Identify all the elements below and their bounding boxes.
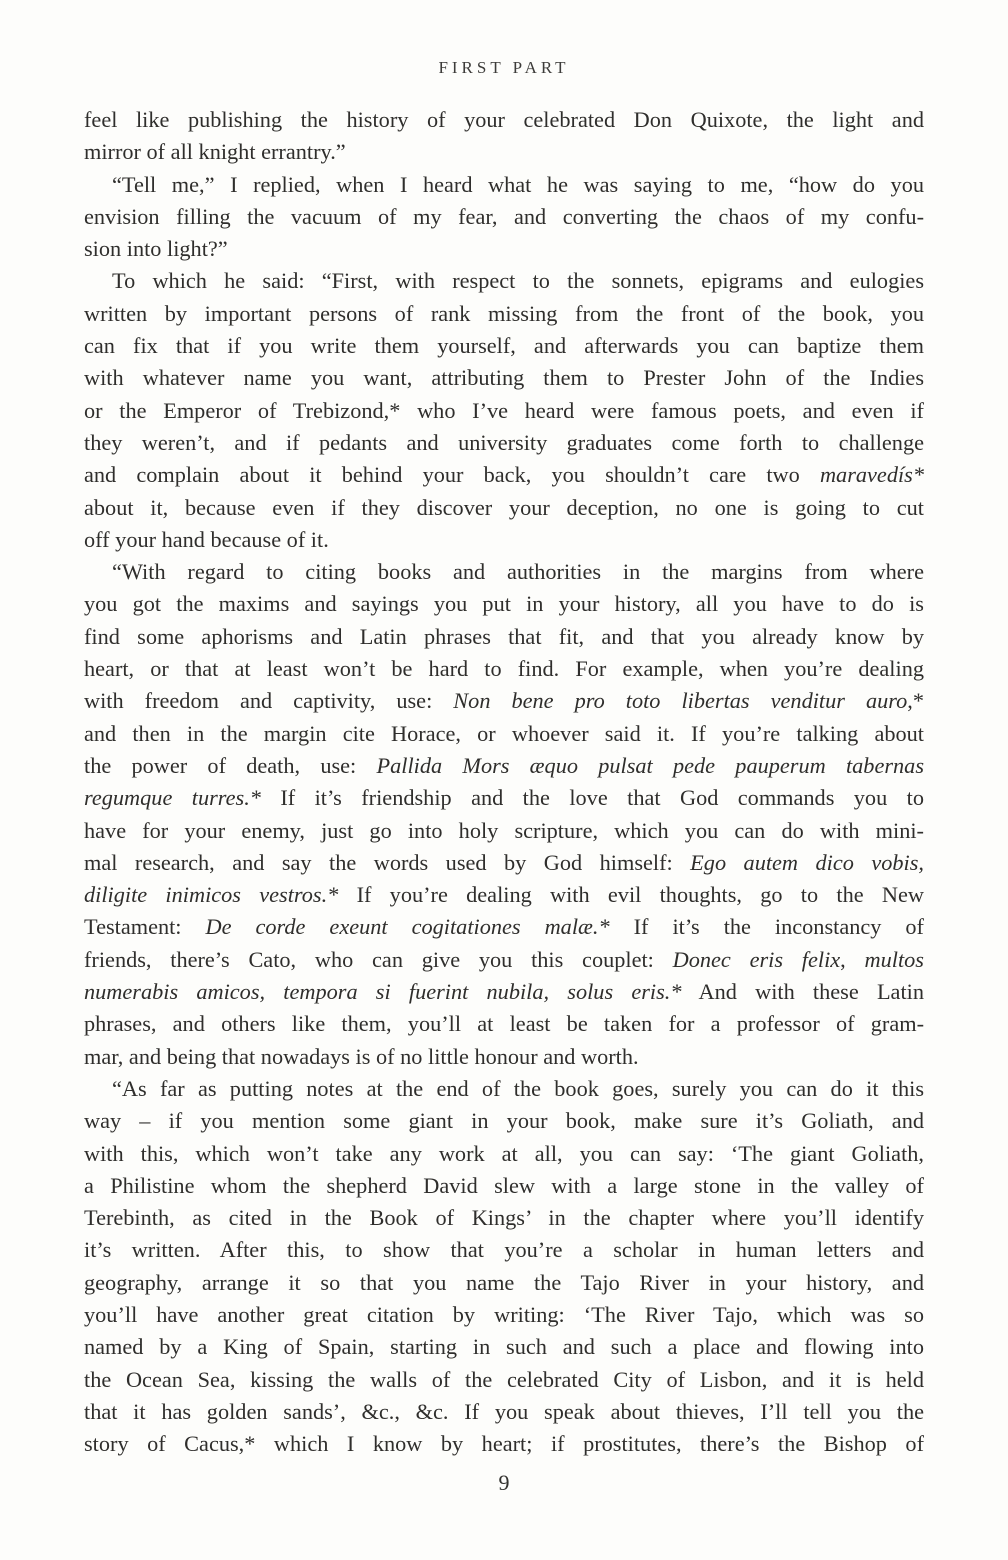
text-line: about it, because even if they discover your deception, no one is going to cut: [84, 494, 924, 520]
text-line: or the Emperor of Trebizond,* who I’ve heard were famous poets, and even if: [84, 397, 924, 423]
text-line: a Philistine whom the shepherd David slew with a large stone in the valley of: [84, 1172, 924, 1198]
latin-phrase: diligite inimicos vestros.*: [84, 882, 339, 908]
paragraph: [84, 169, 924, 266]
latin-phrase: multos: [864, 946, 924, 972]
page-number: 9: [498, 1470, 510, 1496]
latin-phrase: maravedís*: [819, 462, 924, 488]
text-line: story of Cacus,* which I know by heart; if prostitutes, there’s the Bishop of: [84, 1431, 924, 1457]
text-line: find some aphorisms and Latin phrases that fit, and that you already know by: [84, 623, 924, 649]
latin-phrase: Pallida Mors æquo pulsat pede pauperum tabernas: [376, 752, 924, 778]
text-line: with this, which won’t take any work at all, you can say: ‘The giant Goliath,: [84, 1140, 924, 1166]
text-line: can fix that if you write them yourself, and afterwards you can baptize them: [84, 333, 924, 359]
text-line: mirror of all knight errantry.”: [84, 139, 346, 165]
text-line: feel like publishing the history of your celebrated Don Quixote, the light and: [84, 107, 924, 132]
text-line: they weren’t, and if pedants and university graduates come forth to challenge: [84, 429, 924, 455]
latin-phrase: Donec eris felix: [672, 946, 841, 972]
text-line: with freedom and captivity, use: Non bene pro toto libertas venditur auro,*: [84, 688, 924, 714]
text-line: have for your enemy, just go into holy scripture, which you can do with mini-: [84, 817, 924, 843]
paragraph: [84, 265, 924, 556]
text-line: “As far as putting notes at the end of the book goes, surely you can do it this: [112, 1075, 924, 1101]
running-header: FIRST PART: [438, 58, 570, 77]
text-line: with whatever name you want, attributing them to Prester John of the Indies: [84, 365, 924, 391]
text-line: sion into light?”: [84, 236, 228, 262]
text-line: and complain about it behind your back, you shouldn’t care two maravedís*: [84, 462, 924, 488]
text-line: “Tell me,” I replied, when I heard what he was saying to me, “how do you: [112, 171, 924, 197]
text-line: off your hand because of it.: [84, 526, 329, 552]
text-line: and then in the margin cite Horace, or whoever said it. If you’re talking about: [84, 720, 924, 746]
text-line: Testament: De corde exeunt cogitationes malæ.* If it’s the inconstancy of: [84, 914, 924, 940]
text-line: you’ll have another great citation by writing: ‘The River Tajo, which was so: [84, 1301, 924, 1327]
text-line: you got the maxims and sayings you put in your history, all you have to do is: [84, 591, 924, 617]
text-line: written by important persons of rank missing from the front of the book, you: [84, 300, 924, 326]
text-line: “With regard to citing books and authorities in the margins from where: [112, 559, 924, 585]
text-line: that it has golden sands’, &c., &c. If you speak about thieves, I’ll tell you the: [84, 1398, 924, 1424]
paragraph: [84, 556, 924, 1073]
text-line: numerabis amicos, tempora si fuerint nubila, solus eris.* And with these Latin: [84, 979, 924, 1005]
paragraph: [84, 1073, 924, 1461]
text-line: phrases, and others like them, you’ll at least be taken for a professor of gram-: [84, 1011, 924, 1037]
latin-phrase: Ego autem dico vobis,: [690, 849, 924, 875]
paragraph: [84, 104, 924, 169]
text-line: mal research, and say the words used by God himself: Ego autem dico vobis,: [84, 849, 924, 875]
text-line: friends, there’s Cato, who can give you this couplet: Donec eris felix, multos: [84, 946, 924, 972]
text-line: named by a King of Spain, starting in such and such a place and flowing into: [84, 1334, 924, 1360]
text-line: regumque turres.* If it’s friendship and the love that God commands you to: [84, 785, 924, 811]
text-line: the power of death, use: Pallida Mors æquo pulsat pede pauperum tabernas: [84, 752, 924, 778]
latin-phrase: De corde exeunt cogitationes malæ.*: [205, 914, 610, 940]
text-line: the Ocean Sea, kissing the walls of the celebrated City of Lisbon, and it is held: [84, 1366, 924, 1392]
text-line: way – if you mention some giant in your book, make sure it’s Goliath, and: [84, 1108, 924, 1134]
text-line: To which he said: “First, with respect to the sonnets, epigrams and eulogies: [112, 268, 924, 294]
text-line: Terebinth, as cited in the Book of Kings’ in the chapter where you’ll identify: [84, 1205, 924, 1231]
text-line: diligite inimicos vestros.* If you’re dealing with evil thoughts, go to the New: [84, 882, 924, 908]
text-line: heart, or that at least won’t be hard to find. For example, when you’re dealing: [84, 656, 924, 682]
text-line: it’s written. After this, to show that you’re a scholar in human letters and: [84, 1237, 924, 1263]
text-line: envision filling the vacuum of my fear, and converting the chaos of my confu-: [84, 203, 924, 229]
latin-phrase: numerabis amicos, tempora si fuerint nubila, solus eris.*: [84, 979, 682, 1005]
text-line: geography, arrange it so that you name the Tajo River in your history, and: [84, 1269, 924, 1295]
latin-phrase: regumque turres.*: [84, 785, 261, 811]
body-text: [84, 104, 924, 1460]
latin-phrase: Non bene pro toto libertas venditur auro: [453, 688, 908, 714]
text-line: mar, and being that nowadays is of no little honour and worth.: [84, 1043, 639, 1069]
